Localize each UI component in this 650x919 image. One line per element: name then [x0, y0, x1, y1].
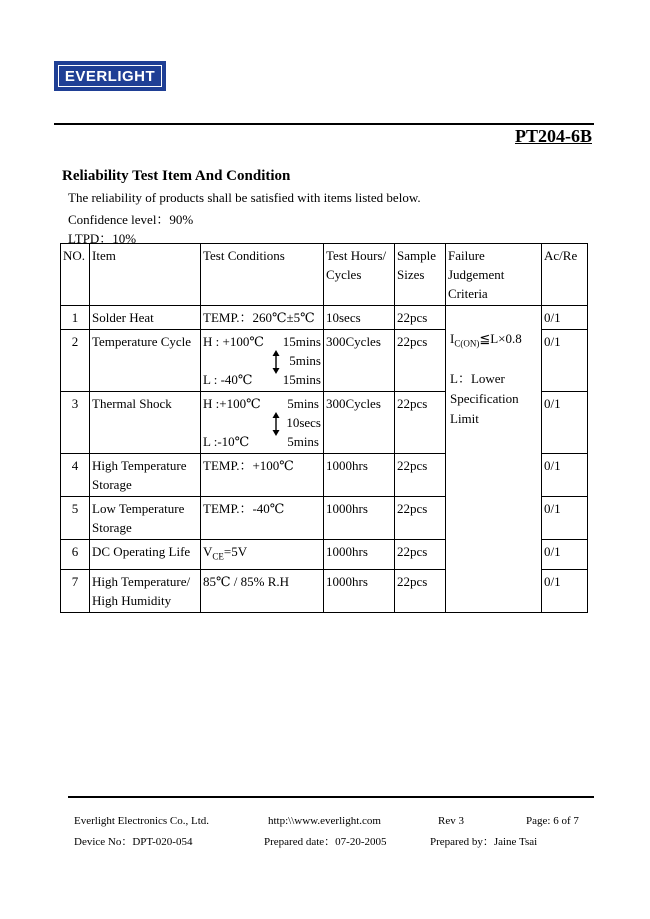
header-conditions: Test Conditions — [201, 244, 324, 306]
failure-current-criterion — [450, 329, 522, 354]
row4-hours: 1000hrs — [324, 454, 395, 497]
row5-item — [90, 497, 201, 540]
row7-acre: 0/1 — [542, 569, 588, 612]
header-item: Item — [90, 244, 201, 306]
row4-item-line1: High Temperature — [92, 458, 187, 473]
row7-sample: 22pcs — [395, 569, 446, 612]
row1-no: 1 — [61, 306, 90, 330]
reliability-table — [60, 243, 588, 613]
row1-condition: TEMP.：260℃±5℃ — [201, 306, 324, 330]
header-acre: Ac/Re — [542, 244, 588, 306]
row5-item-line2: Storage — [92, 520, 132, 535]
row4-item — [90, 454, 201, 497]
header-failure — [446, 244, 542, 306]
row2-cond-high: H : +100℃ — [203, 334, 264, 349]
footer-prepared-date: Prepared date：07-20-2005 — [264, 836, 387, 848]
row4-sample: 22pcs — [395, 454, 446, 497]
row1-sample: 22pcs — [395, 306, 446, 330]
row3-cond-mid: 10secs — [286, 415, 321, 430]
criterion-i-sub: C(ON) — [454, 338, 480, 349]
header-sample-line1: Sample — [397, 248, 436, 263]
row5-condition: TEMP.：-40℃ — [201, 497, 324, 540]
failure-lower-limit-3: Limit — [450, 411, 479, 426]
footer-company: Everlight Electronics Co., Ltd. — [74, 815, 210, 827]
updown-arrow-icon — [271, 350, 281, 374]
footer-prepared-by: Prepared by：Jaine Tsai — [430, 836, 538, 848]
row7-condition: 85℃ / 85% R.H — [201, 569, 324, 612]
row4-no: 4 — [61, 454, 90, 497]
footer-url: http:\\www.everlight.com — [268, 815, 381, 827]
row2-condition — [201, 330, 324, 392]
row7-hours: 1000hrs — [324, 569, 395, 612]
updown-arrow-icon — [271, 412, 281, 436]
row7-no: 7 — [61, 569, 90, 612]
failure-lower-limit-2: Specification — [450, 391, 519, 406]
row2-sample: 22pcs — [395, 330, 446, 392]
row7-item-line1: High Temperature/ — [92, 573, 191, 589]
intro-line-3: LTPD：10% — [68, 231, 137, 246]
row5-hours: 1000hrs — [324, 497, 395, 540]
row1-acre: 0/1 — [542, 306, 588, 330]
row7-item — [90, 569, 201, 612]
row2-cond-low: L : -40℃ — [203, 372, 253, 387]
row3-hours: 300Cycles — [324, 392, 395, 454]
table-header-row — [61, 244, 588, 306]
header-sample-line2: Sizes — [397, 267, 425, 282]
row2-cond-mid: 5mins — [289, 353, 321, 368]
row7-item-line2: High Humidity — [92, 592, 172, 608]
failure-criteria — [448, 308, 539, 568]
row3-no: 3 — [61, 392, 90, 454]
header-hours-line2: Cycles — [326, 267, 362, 282]
row6-cond-v: V — [203, 544, 213, 559]
row4-condition: TEMP.：+100℃ — [201, 454, 324, 497]
header-failure-line1: Failure — [448, 248, 485, 263]
row1-item: Solder Heat — [90, 306, 201, 330]
header-sample — [395, 244, 446, 306]
header-hours-line1: Test Hours/ — [326, 248, 387, 263]
criterion-i: I — [450, 331, 455, 346]
row6-hours: 1000hrs — [324, 540, 395, 570]
row2-cond-high-time: 15mins — [282, 334, 321, 349]
row6-acre: 0/1 — [542, 540, 588, 570]
row6-item: DC Operating Life — [90, 540, 201, 570]
row5-sample: 22pcs — [395, 497, 446, 540]
criterion-i-rest: ≦L×0.8 — [479, 331, 522, 346]
row4-acre: 0/1 — [542, 454, 588, 497]
row5-acre: 0/1 — [542, 497, 588, 540]
row6-no: 6 — [61, 540, 90, 570]
everlight-logo — [54, 61, 166, 91]
row3-condition-block — [203, 394, 321, 451]
intro-line-2: Confidence level：90% — [68, 212, 194, 227]
row2-cond-low-time: 15mins — [282, 372, 321, 387]
row3-cond-low: L :-10℃ — [203, 434, 250, 449]
header-failure-line3: Criteria — [448, 286, 488, 301]
row5-no: 5 — [61, 497, 90, 540]
row5-item-line1: Low Temperature — [92, 501, 185, 516]
row2-hours: 300Cycles — [324, 330, 395, 392]
header-rule — [54, 123, 594, 125]
failure-criteria-cell — [446, 306, 542, 613]
part-number: PT204-6B — [514, 126, 592, 146]
row6-cond-sub: CE — [212, 551, 224, 562]
intro-line-1: The reliability of products shall be satisfied with items listed below. — [68, 190, 421, 205]
row3-cond-low-time: 5mins — [287, 434, 319, 449]
row4-item-line2: Storage — [92, 477, 132, 492]
row2-item: Temperature Cycle — [90, 330, 201, 392]
row3-acre: 0/1 — [542, 392, 588, 454]
row6-condition — [201, 540, 324, 570]
footer-device-no: Device No：DPT-020-054 — [74, 836, 193, 848]
row3-cond-high-time: 5mins — [287, 396, 319, 411]
row2-no: 2 — [61, 330, 90, 392]
row3-item: Thermal Shock — [90, 392, 201, 454]
row6-sample: 22pcs — [395, 540, 446, 570]
footer-rev: Rev 3 — [438, 815, 464, 827]
section-title: Reliability Test Item And Condition — [62, 168, 291, 184]
table-row — [61, 306, 588, 330]
row6-cond-rest: =5V — [223, 544, 248, 559]
footer-page: Page: 6 of 7 — [526, 815, 579, 827]
header-no: NO. — [61, 244, 90, 306]
row3-sample: 22pcs — [395, 392, 446, 454]
row3-condition — [201, 392, 324, 454]
failure-lower-limit-1: L：Lower — [450, 371, 505, 386]
row1-hours: 10secs — [324, 306, 395, 330]
header-hours — [324, 244, 395, 306]
logo-text: EVERLIGHT — [58, 65, 162, 87]
row2-acre: 0/1 — [542, 330, 588, 392]
header-failure-line2: Judgement — [448, 267, 505, 282]
row3-cond-high: H :+100℃ — [203, 396, 261, 411]
footer-rule — [68, 796, 594, 798]
row2-condition-block — [203, 332, 321, 389]
